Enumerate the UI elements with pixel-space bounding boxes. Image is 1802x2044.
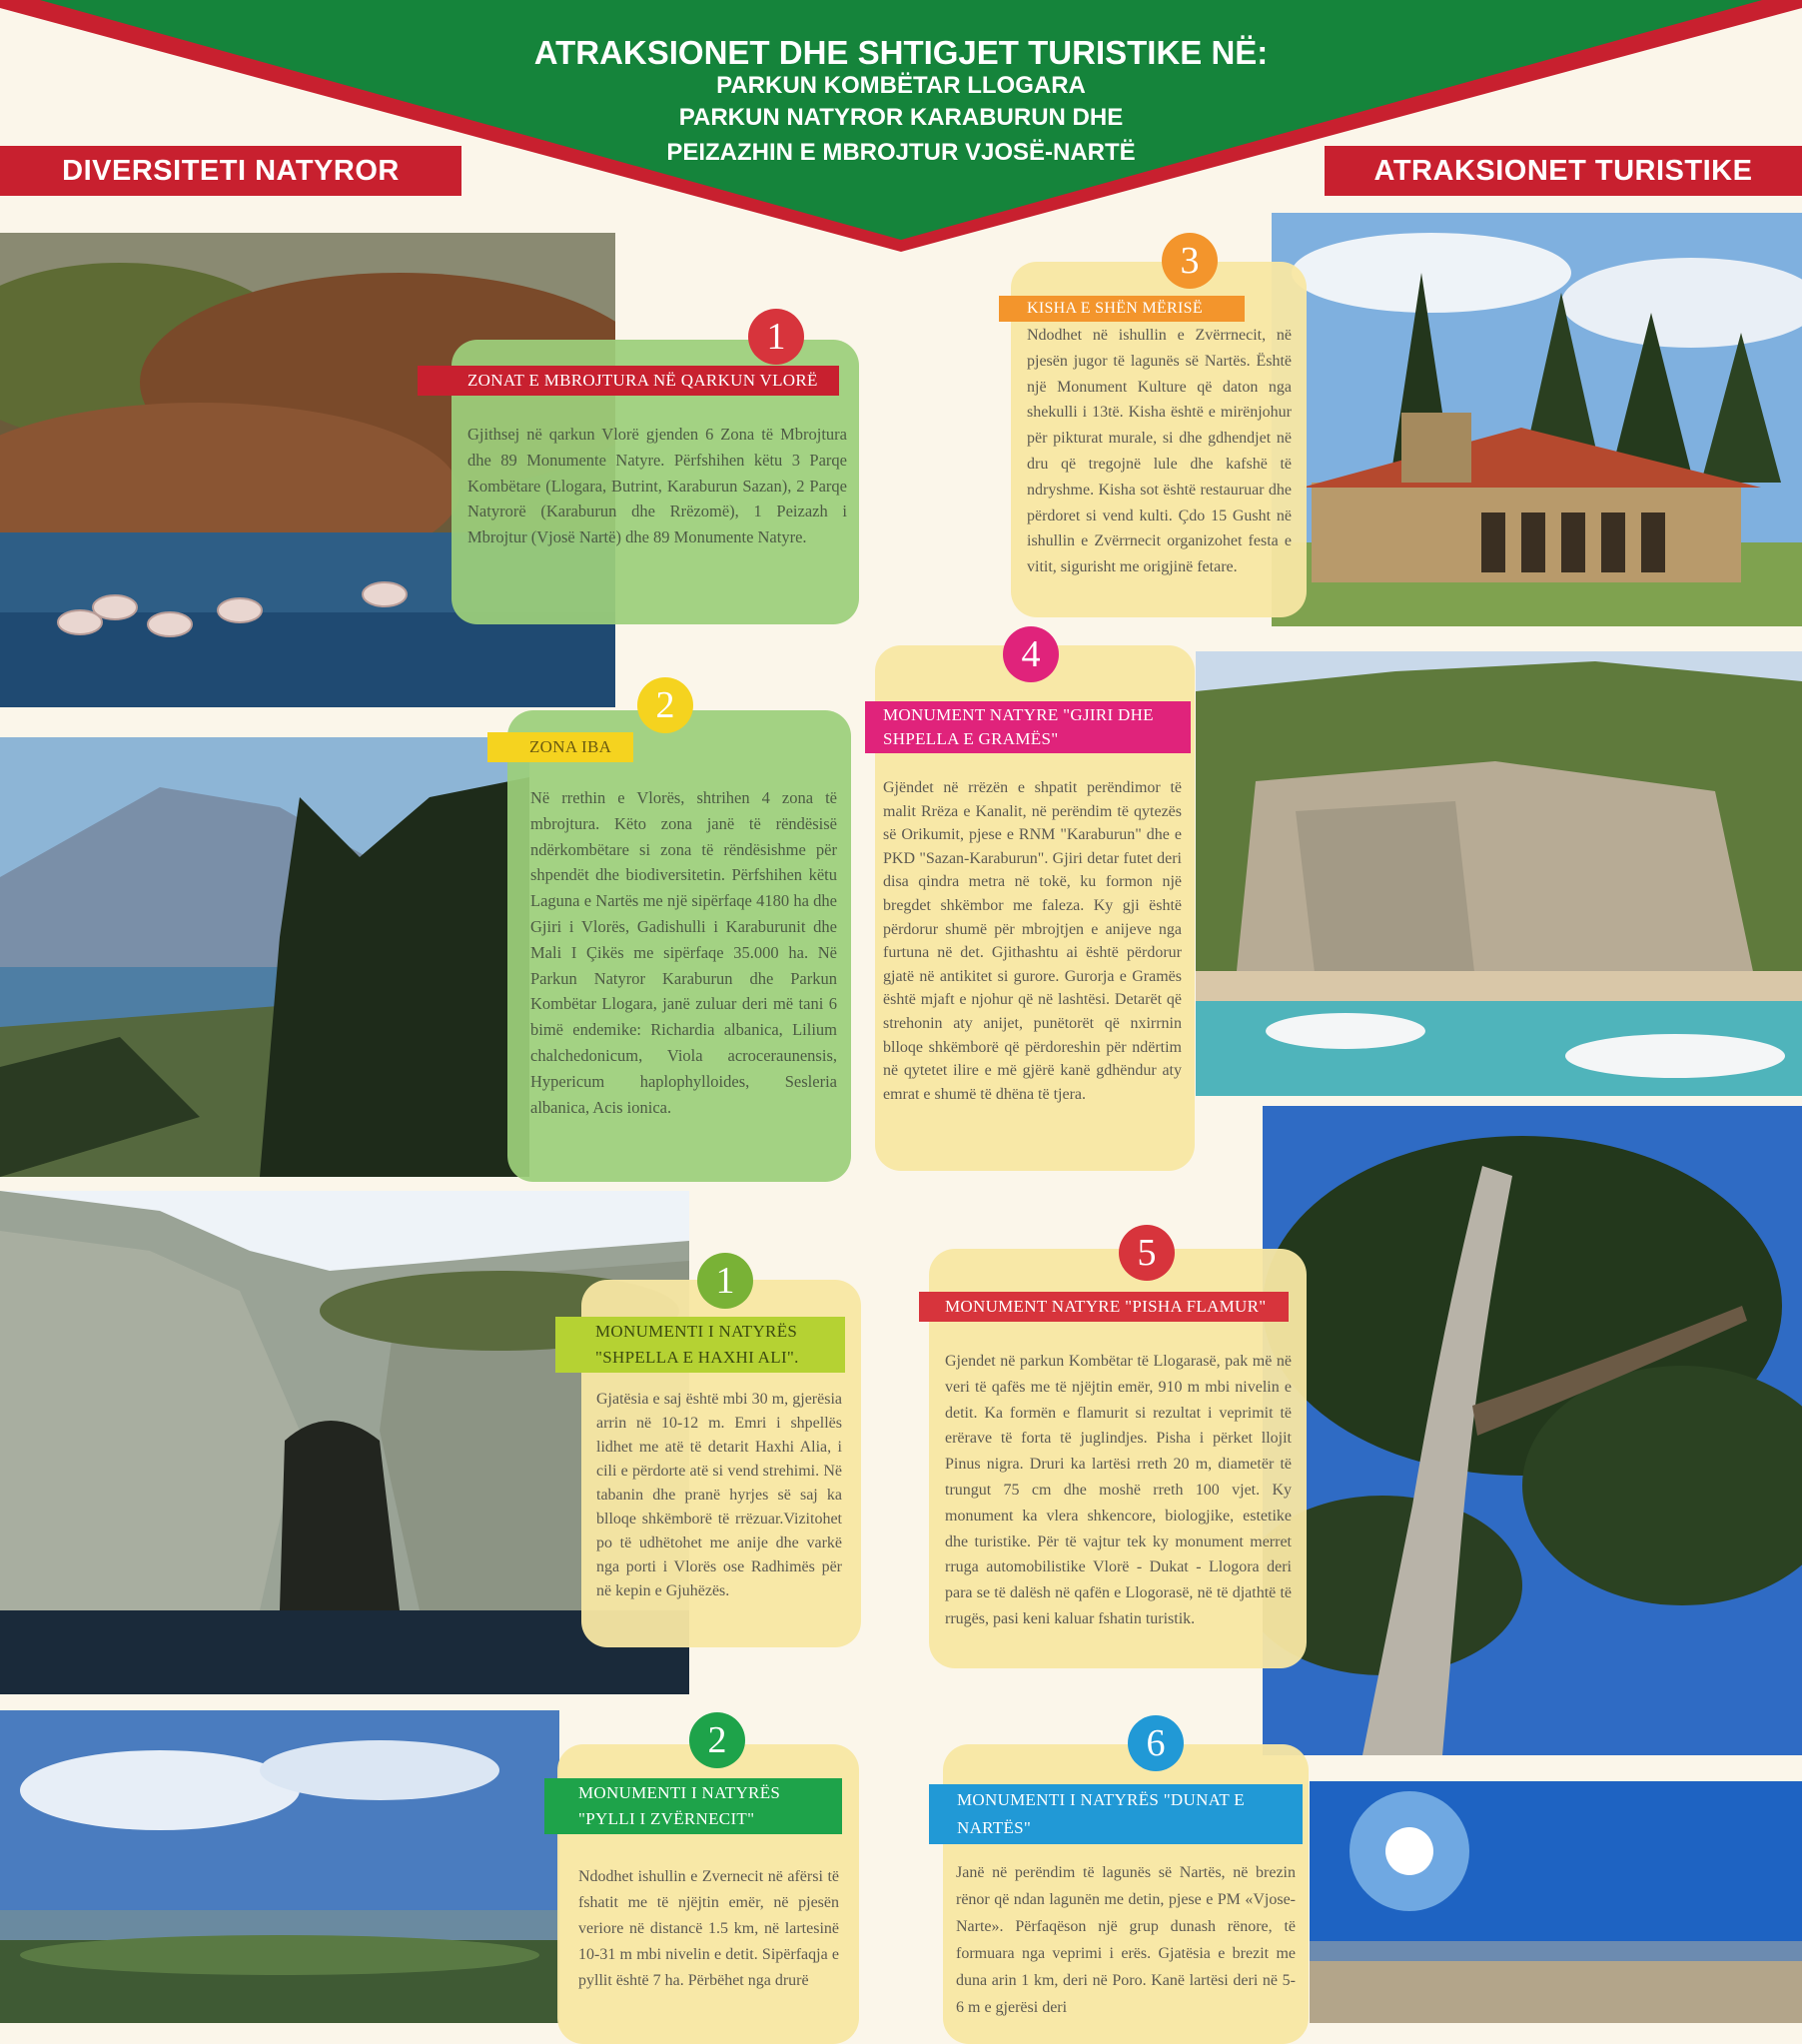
card-protected-zones-badge: 1 bbox=[748, 309, 804, 365]
photo-grama-bay bbox=[1196, 651, 1802, 1096]
card-church-badge: 3 bbox=[1162, 233, 1218, 289]
photo-mountain-bay bbox=[0, 737, 529, 1177]
card-iba-zone-text: Në rrethin e Vlorës, shtrihen 4 zona të mbrojtura. Këto zona janë të rëndësisë ndërkombëtare si zona të rëndësishme për shpendët dhe biodiversitetin. Përfshihen këtu Laguna e Nartës me një sipërfaqe 4180 ha dhe Gjiri i Vlorës, Gadishulli i Karaburunit dhe Mali I Çikës me sipërfaqe 35.000 ha. Në Parkun Natyror Karaburun dhe Parkun Kombëtar Llogara, janë zuluar deri më tani 6 bimë endemike: Richardia albanica, Lilium chalchedonicum, Viola acroceraunensis, Hypericum haplophylloides, Sesleria albanica, Acis ionica. bbox=[530, 788, 837, 1117]
section-label-left: DIVERSITETI NATYROR bbox=[0, 146, 461, 196]
card-flag-pine-title: MONUMENT NATYRE "PISHA FLAMUR" bbox=[919, 1292, 1289, 1322]
card-zvernec-forest-title: MONUMENTI I NATYRËS "PYLLI I ZVËRNECIT" bbox=[544, 1778, 842, 1834]
header-line-1: PARKUN KOMBËTAR LLOGARA bbox=[716, 72, 1086, 99]
card-protected-zones-text: Gjithsej në qarkun Vlorë gjenden 6 Zona të Mbrojtura dhe 89 Monumente Natyre. Përfshihen këtu 3 Parqe Kombëtare (Llogara, Butrint, Karaburun Sazan), 2 Parqe Natyrorë (Karaburun dhe Rrëzomë), 1 Peizazh i Mbrojtur (Vjosë Nartë) dhe 89 Monumente Natyre. bbox=[467, 425, 847, 547]
card-narta-dunes-title: MONUMENTI I NATYRËS "DUNAT E NARTËS" bbox=[929, 1784, 1303, 1844]
header-line-3: PEIZAZHIN E MBROJTUR VJOSË-NARTË bbox=[666, 139, 1136, 166]
card-narta-dunes-text: Janë në perëndim të lagunës së Nartës, në brezin rënor që ndan lagunën me detin, pjese e PM «Vjose-Narte». Përfaqëson një grup dunash rënore, të formuara nga veprimi i erës. Gjatësia e brezit me duna arin 1 km, deri në Poro. Kanë lartësi deri në 5-6 m e gjerësi deri bbox=[956, 1864, 1296, 2016]
card-grama-bay-badge: 4 bbox=[1003, 626, 1059, 682]
header-title: ATRAKSIONET DHE SHTIGJET TURISTIKE NË: bbox=[533, 34, 1269, 71]
photo-flag-pine bbox=[1263, 1106, 1802, 1755]
card-zvernec-forest-text: Ndodhet ishullin e Zvernecit në afërsi të fshatit me të njëjtin emër, në pjesën veriore në distancë 1.5 km, në lartesinë 10-31 m mbi nivelin e detit. Sipërfaqja e pyllit është 7 ha. Përbëhet nga drurë bbox=[578, 1868, 839, 1989]
header-line-2: PARKUN NATYROR KARABURUN DHE bbox=[678, 104, 1124, 131]
section-label-right: ATRAKSIONET TURISTIKE bbox=[1325, 146, 1802, 196]
card-protected-zones-title: ZONAT E MBROJTURA NË QARKUN VLORË bbox=[418, 366, 839, 396]
card-grama-bay-title: MONUMENT NATYRE "GJIRI DHE SHPELLA E GRAMËS" bbox=[865, 701, 1191, 753]
card-grama-bay-text: Gjëndet në rrëzën e shpatit perëndimor të malit Rrëza e Kanalit, në perëndim të qytezës së Orikumit, pjese e RNM "Karaburun" dhe e PKD "Sazan-Karaburun". Gjiri detar futet deri disa qindra metra në tokë, ku formon një bregdet shkëmbor me faleza. Ky gji është përdorur shumë për mbrojtjen e anijeve nga furtuna në det. Gjithashtu ai është përdorur gjatë në antikitet si gurore. Gurorja e Gramës është mjaft e njohur që në lashtësi. Detarët që strehonin aty anijet, punëtorët që nxirrnin blloqe shkëmborë që përdoreshin për ndërtim në qytetet ilire e më gjërë kanë gdhëndur aty emrat e shumë të dhëna të tjera. bbox=[883, 779, 1182, 1103]
card-haxhi-ali-title: MONUMENTI I NATYRËS "SHPELLA E HAXHI ALI". bbox=[555, 1317, 845, 1373]
photo-church bbox=[1272, 213, 1802, 626]
card-flag-pine-text: Gjendet në parkun Kombëtar të Llogarasë, pak më në veri të qafës me të njëjtin emër, 910 m mbi nivelin e detit. Ka formën e flamurit si rezultat i veprimit të erërave të forta të juglindjes. Pisha i përket llojit Pinus nigra. Druri ka lartësi rreth 20 m, diametër të trungut 75 cm dhe moshë rreth 100 vjet. Ky monument ka vlera shkencore, biologjike, estetike dhe turistike. Për të vajtur tek ky monument merret rruga automobilistike Vlorë - Dukat - Llogora deri para se të dalësh në qafën e Llogorasë, në të djathtë të rrugës, pasi keni kaluar fshatin turistik. bbox=[945, 1353, 1292, 1627]
card-haxhi-ali-badge: 1 bbox=[697, 1253, 753, 1309]
card-haxhi-ali-text: Gjatësia e saj është mbi 30 m, gjerësia arrin në 10-12 m. Emri i shpellës lidhet me atë të detarit Haxhi Alia, i cili e përdorte atë si vend strehimi. Në tabanin dhe pranë hyrjes së saj ka blloqe shkëmborë të rrëzuar.Vizitohet po të udhëtohet me anije dhe varkë nga porti i Vlorës ose Radhimës për në kepin e Gjuhëzës. bbox=[596, 1391, 842, 1599]
card-iba-zone-title: ZONA IBA bbox=[487, 732, 633, 762]
card-iba-zone-badge: 2 bbox=[637, 677, 693, 733]
card-zvernec-forest-badge: 2 bbox=[689, 1712, 745, 1768]
card-narta-dunes-badge: 6 bbox=[1128, 1715, 1184, 1771]
card-church-title: KISHA E SHËN MËRISË bbox=[999, 296, 1245, 322]
photo-sun-dunes bbox=[1310, 1781, 1802, 2023]
card-flag-pine-badge: 5 bbox=[1119, 1225, 1175, 1281]
photo-zvernec-forest bbox=[0, 1710, 559, 2023]
card-church-text: Ndodhet në ishullin e Zvërrnecit, në pjesën jugor të lagunës së Nartës. Është një Monument Kulture që daton nga shekulli i 13të. Kisha është e mirënjohur për pikturat murale, si dhe gdhendjet në dru që tregojnë lule dhe kafshë të ndryshme. Kisha sot është restauruar dhe përdoret si vend kulti. Çdo 15 Gusht në ishullin e Zvërrnecit organizohet festa e vitit, sigurisht me origjinë fetare. bbox=[1027, 327, 1292, 576]
